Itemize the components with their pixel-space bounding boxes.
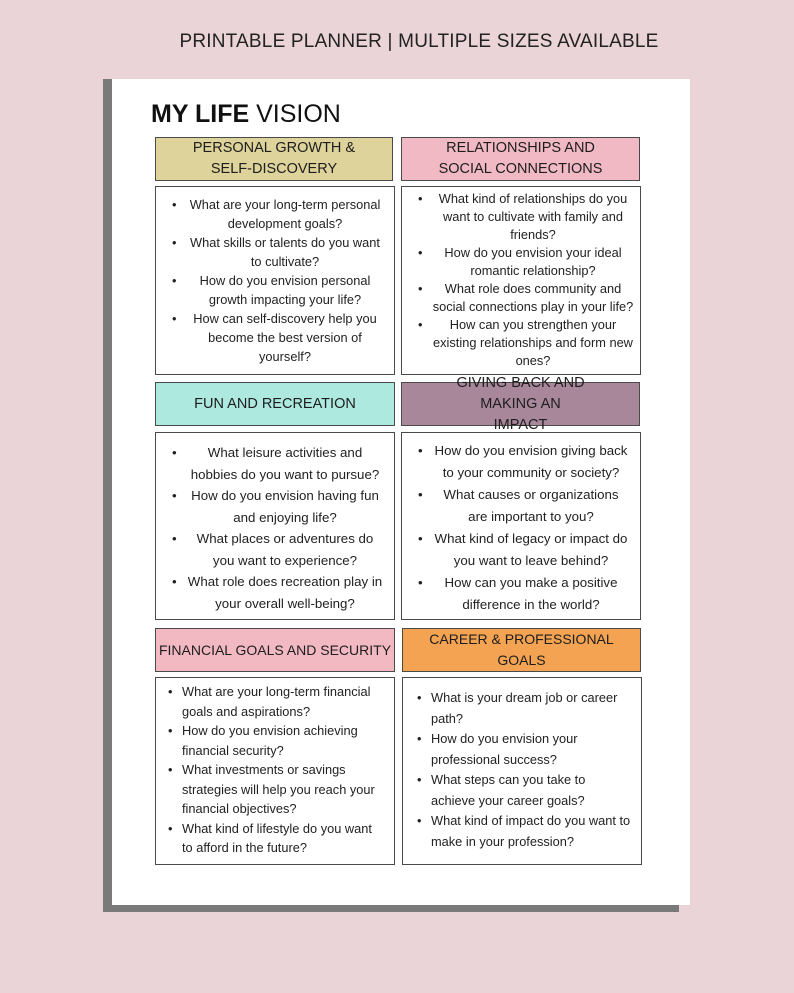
- section-header-giving-back: GIVING BACK AND MAKING AN IMPACT: [401, 382, 640, 426]
- list-item: • What is your dream job or career path?: [431, 688, 633, 729]
- list-item: • What investments or savings strategies will help you reach your financial objectives?: [182, 760, 386, 819]
- list-item: • What are your long-term personal development goals?: [186, 195, 384, 233]
- list-item: • What kind of impact do you want to make in your profession?: [431, 811, 633, 852]
- section-header-relationships: RELATIONSHIPS AND SOCIAL CONNECTIONS: [401, 137, 640, 181]
- question-list: [403, 678, 641, 852]
- list-item: • What leisure activities and hobbies do you want to pursue?: [186, 442, 384, 485]
- list-item: • What kind of legacy or impact do you want to leave behind?: [432, 528, 630, 572]
- list-item: • What kind of relationships do you want to cultivate with family and friends?: [432, 190, 634, 244]
- list-item: • How do you envision personal growth impacting your life?: [186, 271, 384, 309]
- question-list: [402, 433, 640, 616]
- list-item: • How do you envision giving back to your community or society?: [432, 440, 630, 484]
- page-title: [151, 100, 341, 129]
- section-header-financial: FINANCIAL GOALS AND SECURITY: [155, 628, 395, 672]
- list-item: • What causes or organizations are important to you?: [432, 484, 630, 528]
- question-list: [156, 433, 394, 614]
- title-bold: MY LIFE: [151, 100, 250, 128]
- list-item: • How do you envision having fun and enjoying life?: [186, 485, 384, 528]
- title-regular: VISION: [256, 100, 341, 128]
- list-item: • How do you envision achieving financial security?: [182, 721, 386, 760]
- list-item: • What role does recreation play in your overall well-being?: [186, 571, 384, 614]
- section-header-personal-growth: PERSONAL GROWTH & SELF-DISCOVERY: [155, 137, 393, 181]
- list-item: • How do you envision your professional success?: [431, 729, 633, 770]
- list-item: • How can you strengthen your existing relationships and form new ones?: [432, 316, 634, 370]
- section-box-relationships: [401, 186, 641, 375]
- question-list: [156, 187, 394, 366]
- question-list: [402, 187, 640, 370]
- section-header-fun: FUN AND RECREATION: [155, 382, 395, 426]
- section-header-career: CAREER & PROFESSIONAL GOALS: [402, 628, 641, 672]
- question-list: [156, 678, 394, 858]
- list-item: • What role does community and social connections play in your life?: [432, 280, 634, 316]
- section-box-financial: [155, 677, 395, 865]
- list-item: • How do you envision your ideal romantic relationship?: [432, 244, 634, 280]
- section-box-giving-back: [401, 432, 641, 620]
- list-item: • How can self-discovery help you become the best version of yourself?: [186, 309, 384, 366]
- section-box-personal-growth: [155, 186, 395, 375]
- list-item: • What steps can you take to achieve your career goals?: [431, 770, 633, 811]
- banner-text: PRINTABLE PLANNER | MULTIPLE SIZES AVAILABLE: [179, 31, 659, 52]
- section-box-career: [402, 677, 642, 865]
- list-item: • What are your long-term financial goals and aspirations?: [182, 682, 386, 721]
- list-item: • What places or adventures do you want to experience?: [186, 528, 384, 571]
- list-item: • What kind of lifestyle do you want to afford in the future?: [182, 819, 386, 858]
- list-item: • How can you make a positive difference in the world?: [432, 572, 630, 616]
- section-box-fun: [155, 432, 395, 620]
- list-item: • What skills or talents do you want to cultivate?: [186, 233, 384, 271]
